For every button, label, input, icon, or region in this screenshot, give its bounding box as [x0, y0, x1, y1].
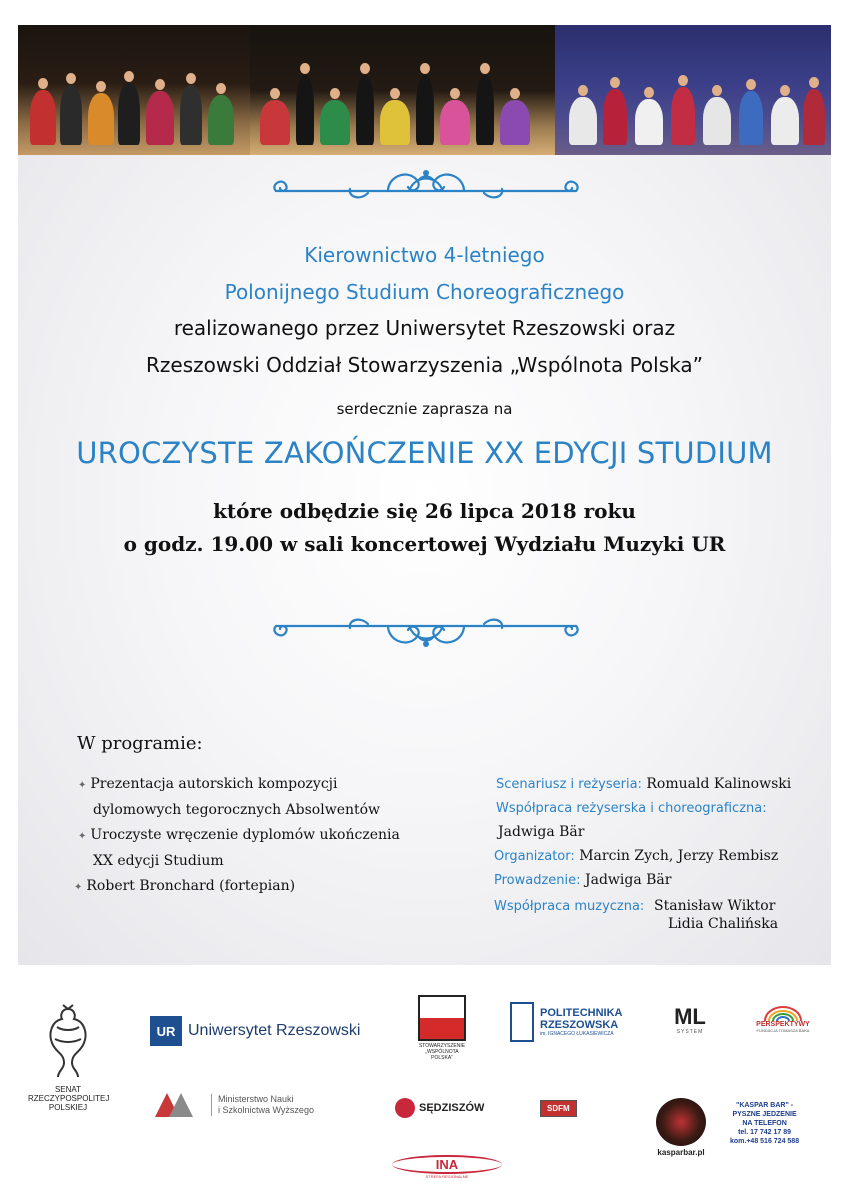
ml-sub: SYSTEM: [676, 1029, 704, 1035]
bullet-icon: ✦: [74, 882, 83, 893]
kaspar-line-5: kom.+48 516 724 588: [730, 1138, 800, 1145]
program-item: [78, 772, 400, 823]
event-place: o godz. 19.00 w sali koncertowej Wydziału Muzyki UR: [123, 532, 726, 556]
script-value: Romuald Kalinowski: [646, 776, 792, 792]
photo-folk-dancers-center: [250, 25, 555, 155]
wp-text-1: STOWARZYSZENIE: [418, 1043, 466, 1049]
sdfm-logo: [540, 1100, 577, 1117]
rainbow-icon: [763, 1005, 803, 1021]
ina-sub: STREFA REGIONALNE: [425, 1174, 469, 1179]
host-value: Jadwiga Bär: [584, 872, 672, 888]
program-item-text: Uroczyste wręczenie dyplomów ukończenia: [90, 827, 400, 843]
organizer-line-1: Kierownictwo 4-letniego: [304, 243, 545, 267]
program-item-continuation: dylomowych tegorocznych Absolwentów: [93, 802, 381, 818]
politechnika-logo: [510, 1002, 623, 1042]
ornament-top-icon: [268, 163, 584, 209]
organizer-line-4: Rzeszowski Oddział Stowarzyszenia „Wspólnota Polska”: [146, 353, 703, 377]
pr-mark-icon: [510, 1002, 534, 1042]
ml-mark: ML: [674, 1004, 706, 1029]
pr-text-1: POLITECHNIKA: [540, 1006, 623, 1019]
program-item-text: Prezentacja autorskich kompozycji: [90, 776, 338, 792]
ornament-bottom-icon: [268, 608, 584, 654]
organizer-value: Marcin Zych, Jerzy Rembisz: [579, 848, 779, 864]
senat-text-3: POLSKIEJ: [48, 1103, 88, 1112]
cooperation-label: Współpraca reżyserska i choreograficzna:: [496, 801, 767, 816]
kaspar-line-4: tel. 17 742 17 89: [738, 1129, 792, 1136]
sponsor-logos: [0, 965, 849, 1190]
photo-folk-dancers-right: [555, 25, 831, 155]
organizer-line-2: Polonijnego Studium Choreograficznego: [224, 280, 625, 304]
mnisw-mark-icon: [155, 1093, 201, 1117]
program-title: W programie:: [77, 733, 203, 754]
music-value-2: Lidia Chalińska: [668, 916, 779, 932]
kaspar-circle-icon: [656, 1098, 706, 1146]
sedziszow-mark-icon: [395, 1098, 415, 1118]
event-date: które odbędzie się 26 lipca 2018 roku: [213, 499, 636, 523]
cooperation-value: Jadwiga Bär: [498, 824, 585, 840]
program-item: [78, 823, 400, 874]
mnisw-text-1: Ministerstwo Nauki: [218, 1094, 294, 1104]
perspektywy-sub: FUNDACJA TOMASZA BAKA: [756, 1028, 810, 1033]
perspektywy-logo: [754, 1005, 812, 1033]
program-item-continuation: XX edycji Studium: [93, 853, 224, 869]
mnisw-logo: [155, 1093, 314, 1117]
kaspar-line-3: NA TELEFON: [742, 1120, 787, 1127]
eagle-emblem-icon: [43, 1003, 93, 1081]
invitation-text: serdecznie zaprasza na: [336, 400, 513, 418]
host-label: Prowadzenie:: [494, 873, 581, 888]
script-label: Scenariusz i reżyseria:: [496, 777, 642, 792]
kaspar-url: kasparbar.pl: [657, 1148, 705, 1157]
senat-text-2: RZECZYPOSPOLITEJ: [28, 1094, 110, 1103]
program-item: [74, 874, 396, 900]
ina-text: INA: [392, 1155, 502, 1174]
event-headline: UROCZYSTE ZAKOŃCZENIE XX EDYCJI STUDIUM: [76, 436, 773, 470]
photo-banner: [18, 25, 831, 155]
wspolnota-polska-logo: [418, 995, 466, 1061]
perspektywy-text: PERSPEKTYWY: [756, 1021, 810, 1028]
bullet-icon: ✦: [78, 780, 87, 791]
senat-text-1: SENAT: [54, 1085, 82, 1094]
ur-logo: [150, 1016, 360, 1046]
photo-folk-dancers-left: [18, 25, 250, 155]
sdfm-text: SDFM: [540, 1100, 577, 1117]
organizer-label: Organizator:: [494, 849, 575, 864]
program-item-text: Robert Bronchard (fortepian): [86, 878, 296, 894]
kaspar-line-1: "KASPAR BAR" -: [736, 1102, 794, 1109]
kaspar-line-2: PYSZNE JEDZENIE: [732, 1111, 797, 1118]
pr-text-2: RZESZOWSKA: [540, 1018, 619, 1031]
ur-name: Uniwersytet Rzeszowski: [188, 1022, 361, 1039]
pr-text-3: im. IGNACEGO ŁUKASIEWICZA: [540, 1030, 614, 1037]
ina-logo: [392, 1155, 502, 1179]
program-list: [74, 772, 400, 900]
mnisw-text-2: i Szkolnictwa Wyższego: [218, 1105, 314, 1115]
ml-system-logo: [670, 1005, 710, 1035]
wp-shield-icon: [418, 995, 466, 1041]
kaspar-bar-text: [730, 1101, 799, 1146]
music-label: Współpraca muzyczna:: [494, 899, 645, 914]
music-value-1: Stanisław Wiktor: [654, 898, 776, 914]
sedziszow-logo: [395, 1098, 484, 1118]
organizer-line-3: realizowanego przez Uniwersytet Rzeszowski oraz: [173, 316, 676, 340]
bullet-icon: ✦: [78, 831, 87, 842]
senat-logo: [28, 1003, 108, 1112]
sedziszow-text: SĘDZISZÓW: [419, 1102, 485, 1114]
kaspar-bar-logo: [654, 1098, 708, 1157]
ur-mark-icon: UR: [150, 1016, 182, 1046]
wp-text-2: „WSPÓLNOTA POLSKA”: [425, 1049, 459, 1061]
